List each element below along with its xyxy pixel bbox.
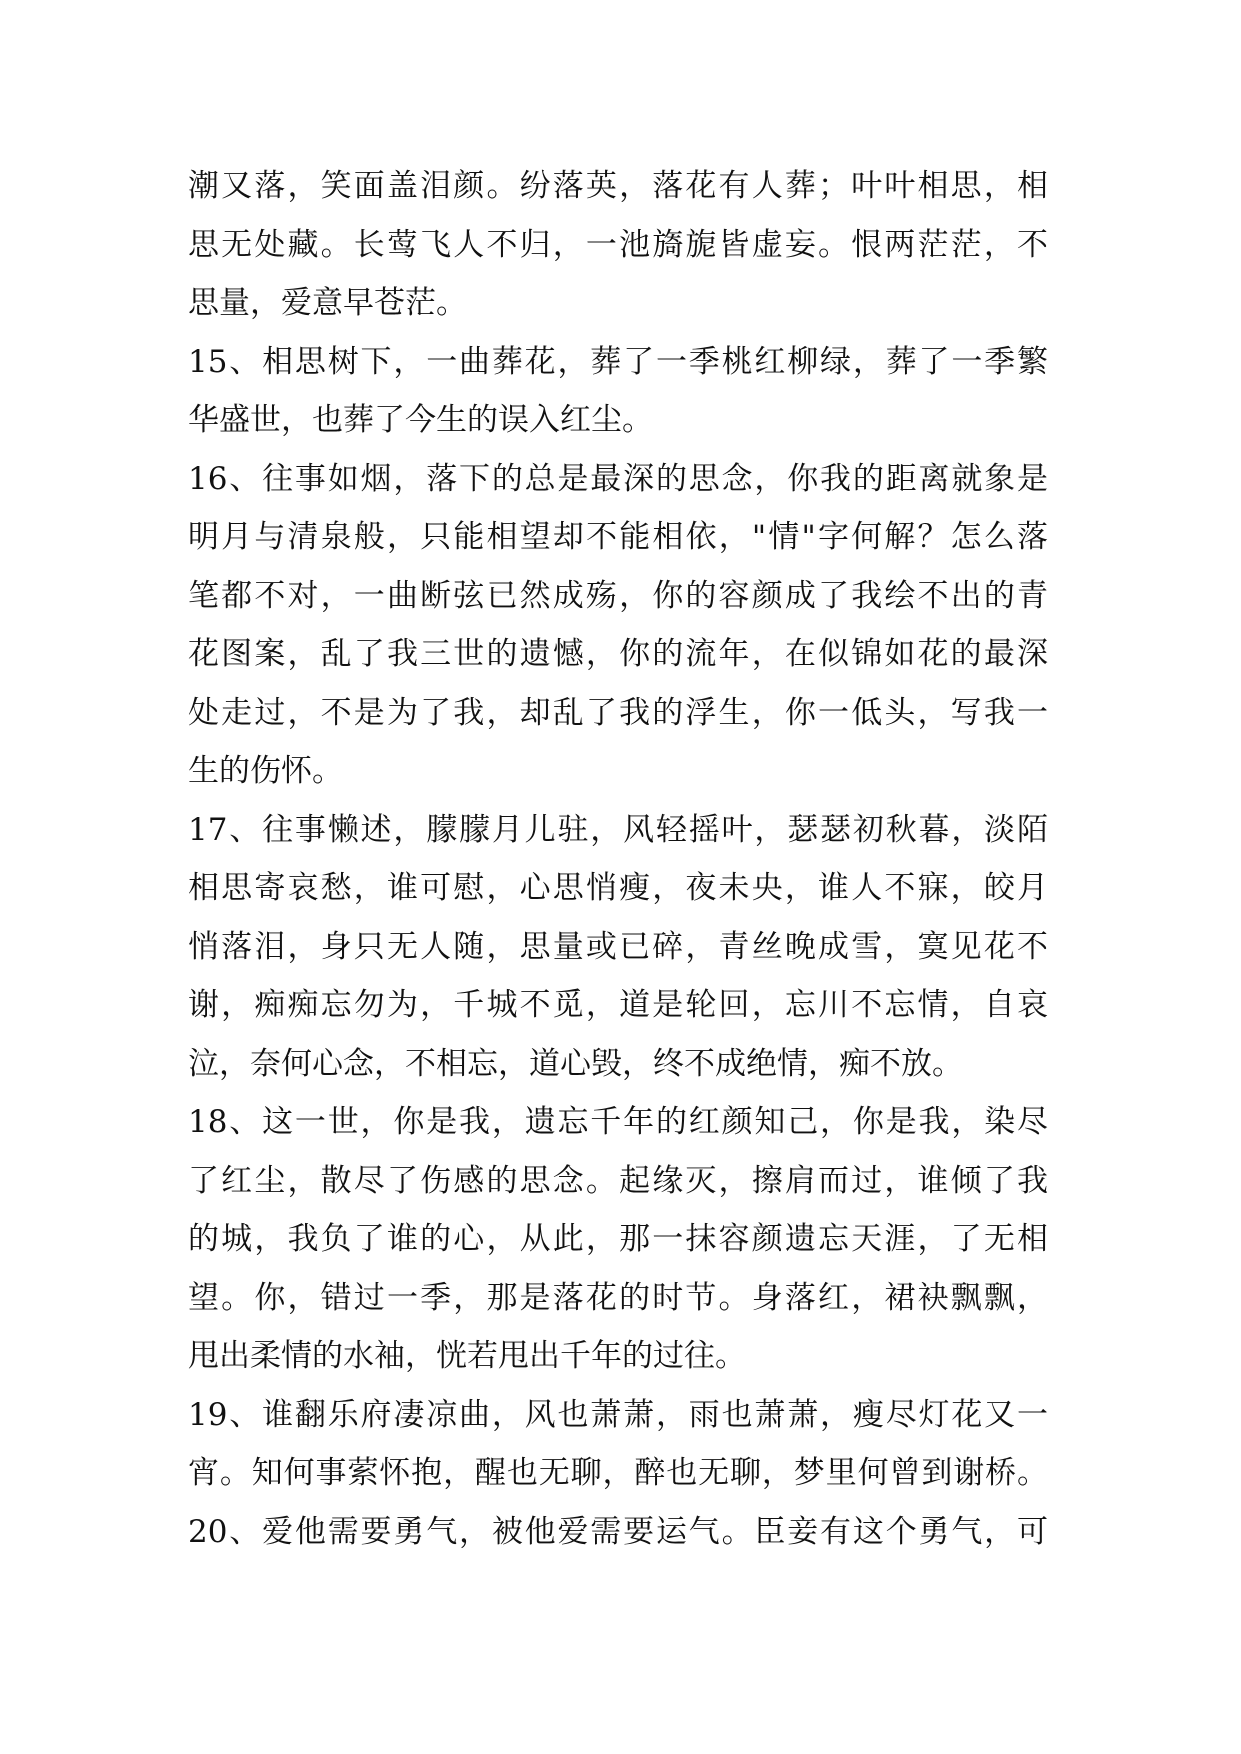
text-line: 潮又落，笑面盖泪颜。纷落英，落花有人葬；叶叶相思，相 [188,168,1048,204]
text-line: 15、相思树下，一曲葬花，葬了一季桃红柳绿，葬了一季繁 [188,343,1048,380]
text-line: 思量，爱意早苍茫。 [188,285,467,321]
text-line: 华盛世，也葬了今生的误入红尘。 [188,402,653,438]
document-body [188,157,1048,1561]
text-line: 生的伤怀。 [188,753,343,789]
text-line: 了红尘，散尽了伤感的思念。起缘灭，擦肩而过，谁倾了我 [188,1162,1048,1199]
text-line: 16、往事如烟，落下的总是最深的思念，你我的距离就象是 [188,460,1048,497]
text-line: 18、这一世，你是我，遗忘千年的红颜知己，你是我，染尽 [188,1104,1048,1140]
text-line: 宵。知何事萦怀抱，醒也无聊，醉也无聊，梦里何曾到谢桥。 [188,1455,1048,1491]
text-line: 甩出柔情的水袖，恍若甩出千年的过往。 [188,1338,746,1374]
text-line: 20、爱他需要勇气，被他爱需要运气。臣妾有这个勇气，可 [188,1513,1048,1550]
text-line: 17、往事懒述，朦朦月儿驻，风轻摇叶，瑟瑟初秋暮，淡陌 [188,811,1048,848]
text-line: 泣，奈何心念，不相忘，道心毁，终不成绝情，痴不放。 [188,1045,963,1082]
text-line: 悄落泪，身只无人随，思量或已碎，青丝晚成雪，寞见花不 [188,928,1048,965]
text-line: 相思寄哀愁，谁可慰，心思悄瘦，夜未央，谁人不寐，皎月 [188,870,1048,906]
text-line: 处走过，不是为了我，却乱了我的浮生，你一低头，写我一 [188,694,1048,731]
text-line: 笔都不对，一曲断弦已然成殇，你的容颜成了我绘不出的青 [188,577,1048,614]
text-line: 明月与清泉般，只能相望却不能相依，"情"字何解？怎么落 [188,519,1048,555]
text-line: 谢，痴痴忘勿为，千城不觅，道是轮回，忘川不忘情，自哀 [188,987,1048,1023]
text-line: 望。你，错过一季，那是落花的时节。身落红，裙袂飘飘， [188,1279,1048,1316]
text-line: 19、谁翻乐府凄凉曲，风也萧萧，雨也萧萧，瘦尽灯花又一 [188,1396,1048,1433]
text-line: 的城，我负了谁的心，从此，那一抹容颜遗忘天涯，了无相 [188,1221,1048,1257]
text-line: 思无处藏。长莺飞人不归，一池旖旎皆虚妄。恨两茫茫，不 [188,226,1048,263]
text-line: 花图案，乱了我三世的遗憾，你的流年，在似锦如花的最深 [188,636,1048,672]
